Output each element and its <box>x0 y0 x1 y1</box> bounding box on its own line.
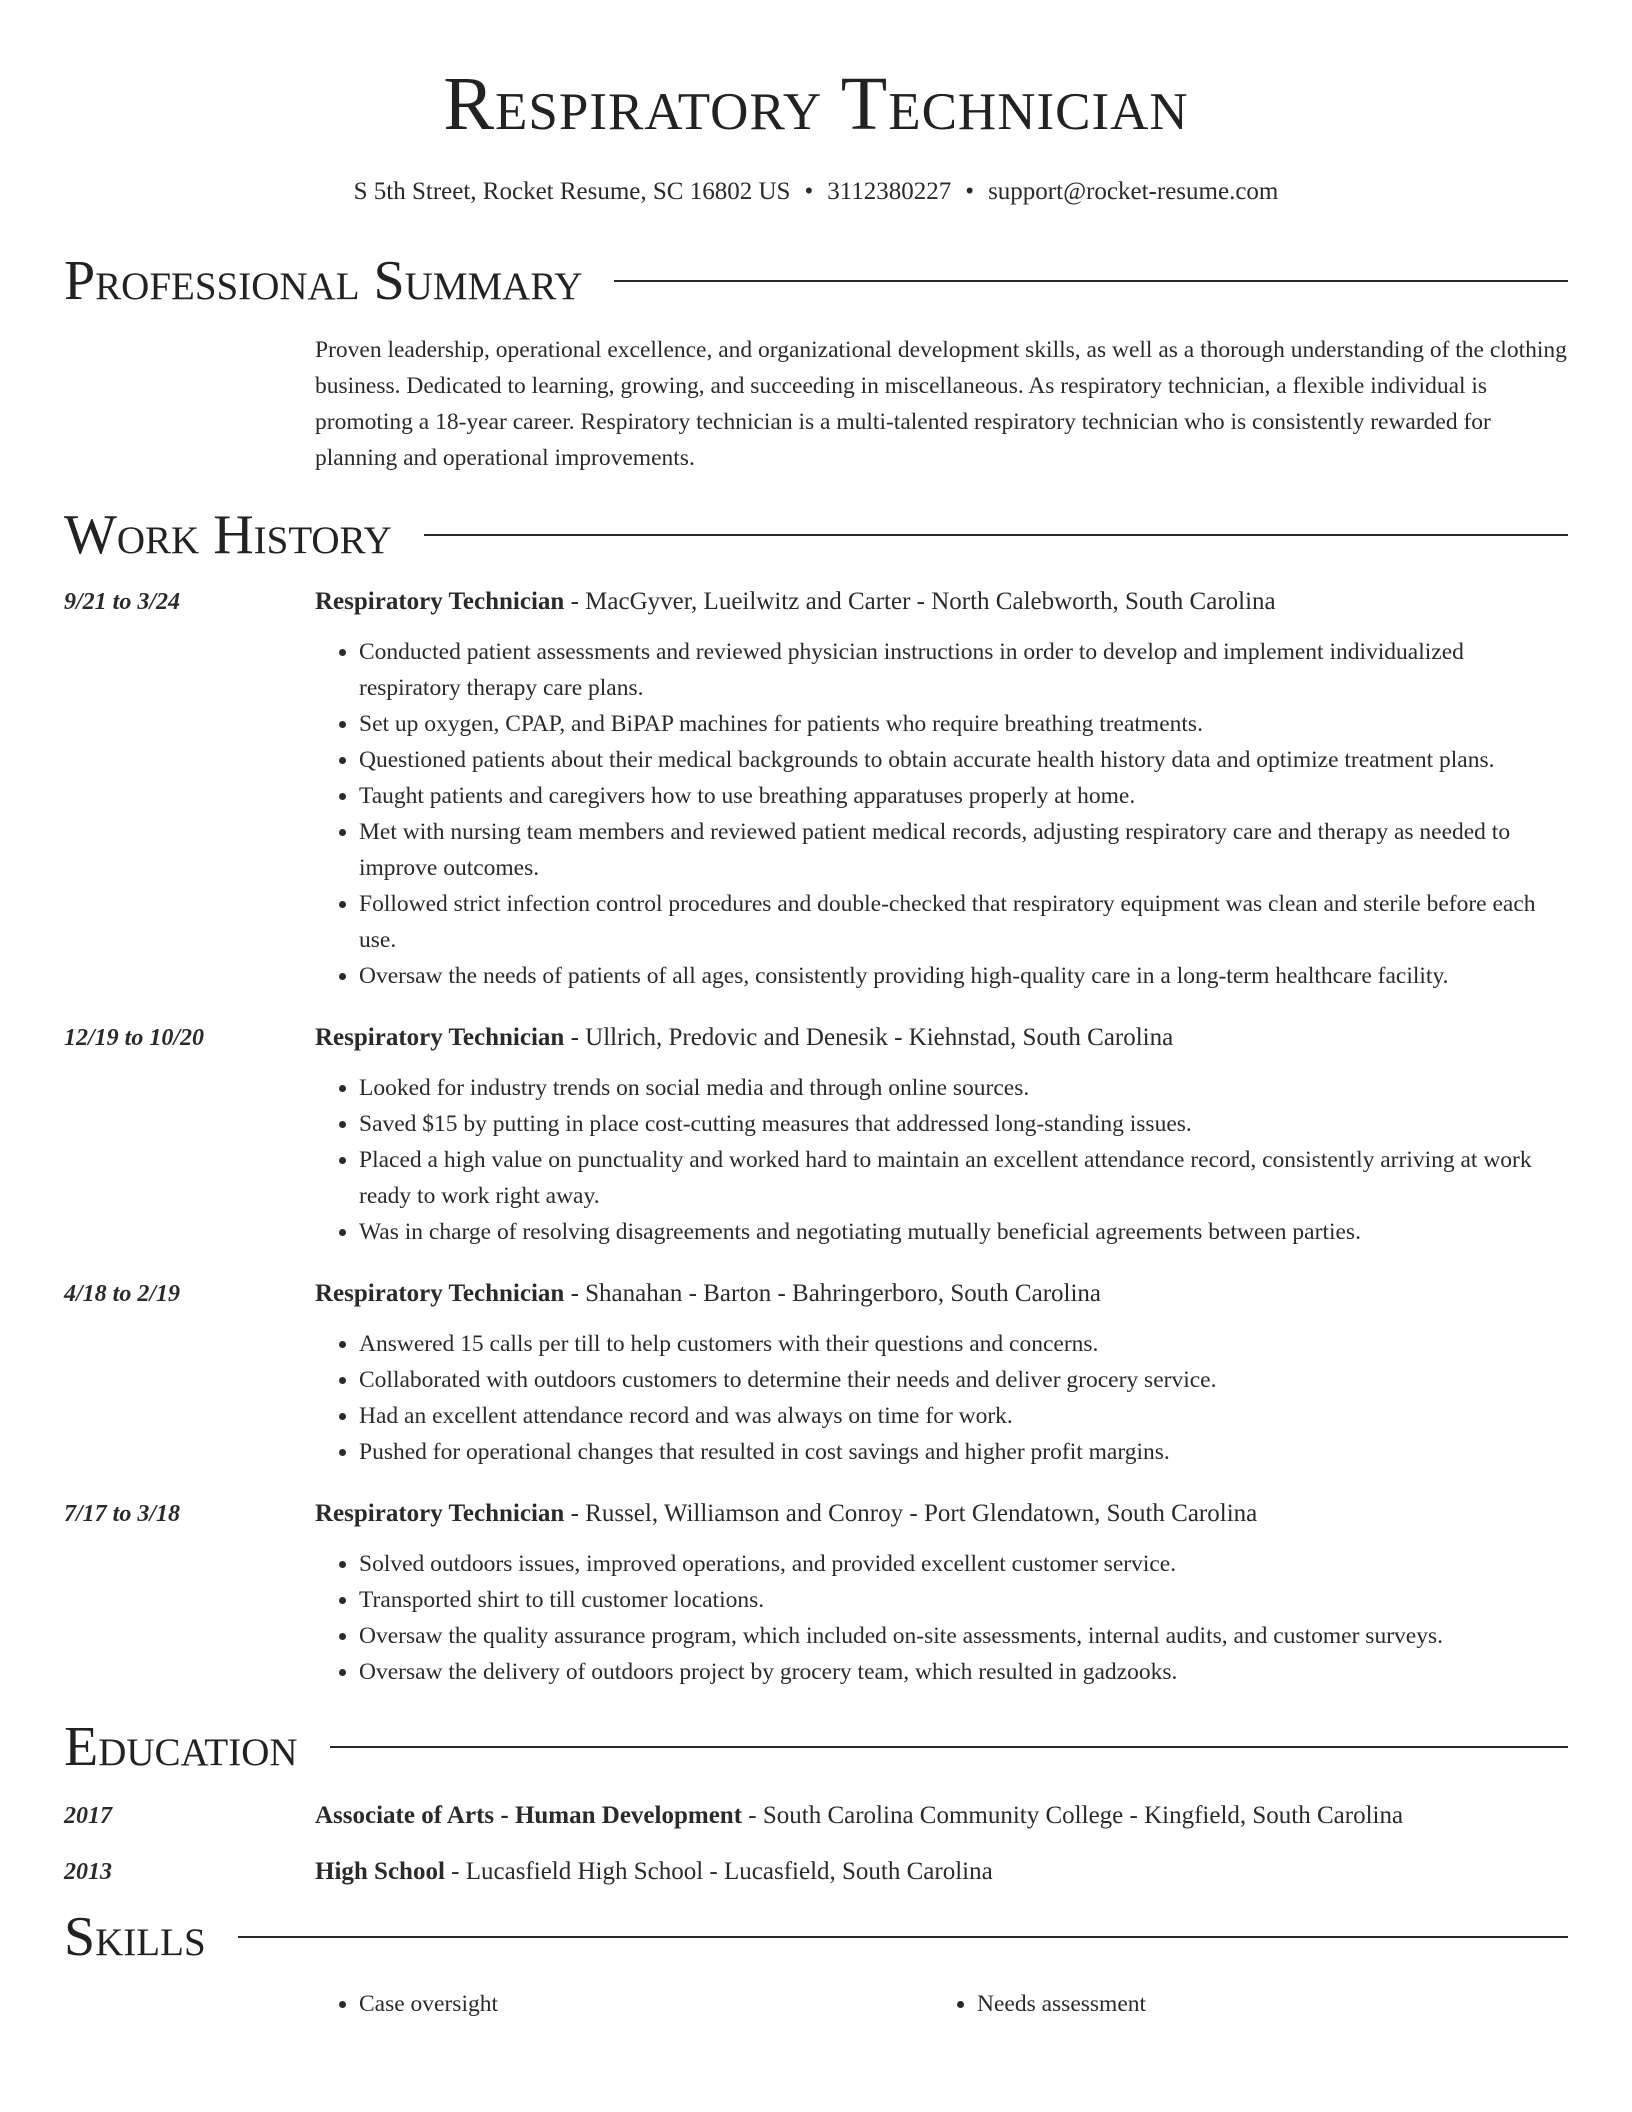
contact-line <box>64 176 1568 208</box>
job-bullets <box>315 1326 1568 1470</box>
section-divider <box>330 1746 1568 1748</box>
job-entry <box>64 1020 1568 1250</box>
job-role: Respiratory Technician <box>315 1500 565 1527</box>
job-bullet: • Questioned patients about their medical backgrounds to obtain accurate health history data and optimize treatment plans. <box>359 742 1568 778</box>
education-date: 2017 <box>64 1803 112 1829</box>
job-bullets <box>315 634 1568 994</box>
job-entry <box>64 1276 1568 1470</box>
job-entry <box>64 584 1568 994</box>
job-body <box>315 1020 1568 1250</box>
job-bullet: • Was in charge of resolving disagreements and negotiating mutually beneficial agreements between parties. <box>359 1214 1568 1250</box>
job-date: 12/19 to 10/20 <box>64 1025 205 1051</box>
job-bullet: • Conducted patient assessments and reviewed physician instructions in order to develop and implement individualized respiratory therapy care plans. <box>359 634 1568 706</box>
education-section-header <box>64 1716 1568 1778</box>
education-degree: High School <box>315 1858 445 1885</box>
education-date: 2013 <box>64 1859 112 1885</box>
skills-columns <box>315 1986 1568 2022</box>
job-body <box>315 1276 1568 1470</box>
job-bullet: • Pushed for operational changes that resulted in cost savings and higher profit margins. <box>359 1434 1568 1470</box>
job-bullet: • Solved outdoors issues, improved operations, and provided excellent customer service. <box>359 1546 1568 1582</box>
contact-email: support@rocket-resume.com <box>988 178 1279 205</box>
summary-text: Proven leadership, operational excellence, and organizational development skills, as well as a thorough understanding of the clothing business. Dedicated to learning, growing, and succeeding in miscellaneous. As respiratory technician, a flexible individual is promoting a 18-year career. Respiratory technician is a multi-talented respiratory technician who is consistently rewarded for planning and operational improvements. <box>315 337 1567 471</box>
job-bullet: • Looked for industry trends on social media and through online sources. <box>359 1070 1568 1106</box>
job-employer: - Russel, Williamson and Conroy - Port Glendatown, South Carolina <box>564 1500 1258 1527</box>
section-divider <box>424 534 1568 536</box>
section-divider <box>614 280 1568 282</box>
job-bullet: • Answered 15 calls per till to help customers with their questions and concerns. <box>359 1326 1568 1362</box>
education-list <box>64 1798 1568 1890</box>
skill-item: • Case oversight <box>359 1986 933 2022</box>
job-heading <box>315 584 1568 620</box>
job-date: 7/17 to 3/18 <box>64 1501 181 1527</box>
skills-section-header <box>64 1906 1568 1968</box>
job-date: 9/21 to 3/24 <box>64 589 181 615</box>
job-heading <box>315 1496 1568 1532</box>
job-bullet: • Set up oxygen, CPAP, and BiPAP machines for patients who require breathing treatments. <box>359 706 1568 742</box>
job-role: Respiratory Technician <box>315 1280 565 1307</box>
job-bullet: • Oversaw the delivery of outdoors project by grocery team, which resulted in gadzooks. <box>359 1654 1568 1690</box>
contact-phone: 3112380227 <box>827 178 952 205</box>
summary-title: Professional Summary <box>64 250 583 312</box>
job-role: Respiratory Technician <box>315 1024 565 1051</box>
job-bullet: • Transported shirt to till customer locations. <box>359 1582 1568 1618</box>
job-body <box>315 584 1568 994</box>
education-school: - Lucasfield High School - Lucasfield, South Carolina <box>444 1858 993 1885</box>
skills-title: Skills <box>64 1906 206 1968</box>
education-title: Education <box>64 1716 298 1778</box>
education-heading <box>315 1854 1568 1890</box>
job-heading <box>315 1276 1568 1312</box>
job-bullet: • Saved $15 by putting in place cost-cutting measures that addressed long-standing issues. <box>359 1106 1568 1142</box>
job-bullet: • Oversaw the needs of patients of all ages, consistently providing high-quality care in a long-term healthcare facility. <box>359 958 1568 994</box>
job-employer: - MacGyver, Lueilwitz and Carter - North Calebworth, South Carolina <box>564 588 1276 615</box>
section-divider <box>238 1936 1568 1938</box>
job-employer: - Ullrich, Predovic and Denesik - Kiehnstad, South Carolina <box>564 1024 1174 1051</box>
job-heading <box>315 1020 1568 1056</box>
summary-section-header <box>64 250 1568 312</box>
job-body <box>315 1496 1568 1690</box>
job-bullet: • Had an excellent attendance record and was always on time for work. <box>359 1398 1568 1434</box>
resume-name: Respiratory Technician <box>443 62 1189 146</box>
skill-item: • Needs assessment <box>977 1986 1551 2022</box>
education-degree: Associate of Arts - Human Development <box>315 1802 743 1829</box>
job-date: 4/18 to 2/19 <box>64 1281 181 1307</box>
job-bullets <box>315 1070 1568 1250</box>
work-section-header <box>64 504 1568 566</box>
job-employer: - Shanahan - Barton - Bahringerboro, South Carolina <box>564 1280 1102 1307</box>
education-entry <box>64 1854 1568 1890</box>
job-bullet: • Collaborated with outdoors customers to determine their needs and deliver grocery service. <box>359 1362 1568 1398</box>
job-bullet: • Followed strict infection control procedures and double-checked that respiratory equipment was clean and sterile before each use. <box>359 886 1568 958</box>
skills-right-column <box>933 1986 1551 2022</box>
job-bullet: • Placed a high value on punctuality and worked hard to maintain an excellent attendance record, consistently arriving at work ready to work right away. <box>359 1142 1568 1214</box>
job-bullet: • Taught patients and caregivers how to use breathing apparatuses properly at home. <box>359 778 1568 814</box>
job-role: Respiratory Technician <box>315 588 565 615</box>
job-bullet: • Met with nursing team members and reviewed patient medical records, adjusting respiratory care and therapy as needed to improve outcomes. <box>359 814 1568 886</box>
job-bullet: • Oversaw the quality assurance program, which included on-site assessments, internal audits, and customer surveys. <box>359 1618 1568 1654</box>
contact-separator: • <box>804 178 814 205</box>
job-bullets <box>315 1546 1568 1690</box>
contact-separator: • <box>965 178 975 205</box>
education-entry <box>64 1798 1568 1834</box>
education-school: - South Carolina Community College - Kingfield, South Carolina <box>742 1802 1404 1829</box>
skills-left-column <box>315 1986 933 2022</box>
work-title: Work History <box>64 504 392 566</box>
education-heading <box>315 1798 1568 1834</box>
contact-address: S 5th Street, Rocket Resume, SC 16802 US <box>353 178 791 205</box>
work-history-list <box>64 584 1568 1690</box>
job-entry <box>64 1496 1568 1690</box>
